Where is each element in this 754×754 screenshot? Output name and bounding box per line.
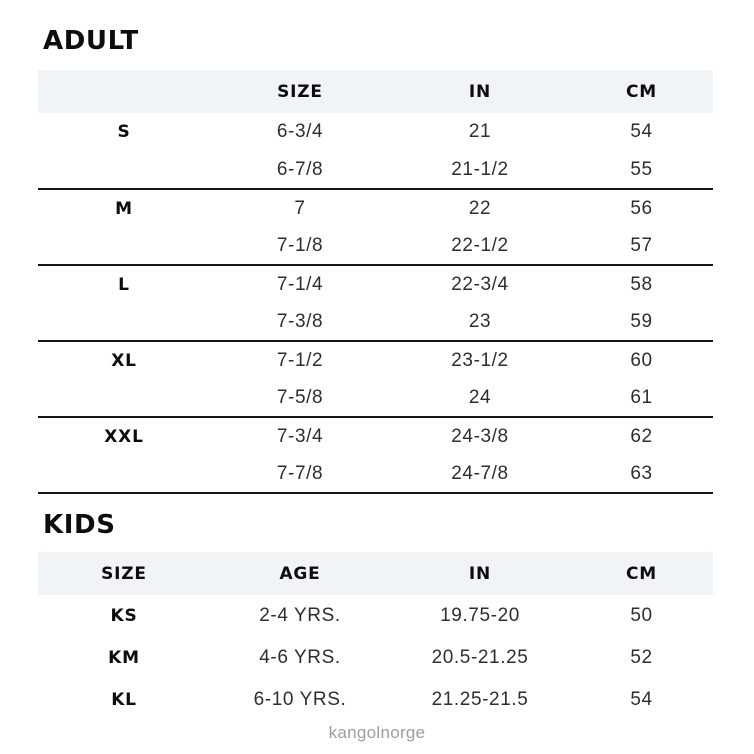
value-cell: 54 bbox=[630, 121, 653, 142]
value-cell: 22-1/2 bbox=[451, 234, 509, 256]
size-label-cell bbox=[38, 303, 210, 341]
value-cell: 22-3/4 bbox=[451, 273, 509, 295]
adult-size-group-xxl bbox=[38, 417, 713, 493]
adult-size-group-s bbox=[38, 113, 713, 189]
adult-header-cm: CM bbox=[626, 81, 657, 102]
table-row bbox=[38, 303, 713, 341]
adult-section-title: ADULT bbox=[43, 26, 139, 56]
value-cell: 4-6 YRS. bbox=[259, 647, 341, 668]
table-row bbox=[38, 227, 713, 265]
value-cell: 21-1/2 bbox=[451, 158, 509, 180]
size-label-cell bbox=[38, 455, 210, 493]
value-cell: 56 bbox=[630, 197, 653, 219]
adult-header-blank bbox=[38, 70, 210, 113]
table-row bbox=[38, 417, 713, 455]
kids-header-size: SIZE bbox=[101, 563, 147, 584]
table-row bbox=[38, 113, 713, 151]
value-cell: 20.5-21.25 bbox=[431, 647, 529, 668]
size-label-cell: M bbox=[115, 198, 133, 219]
value-cell: 23-1/2 bbox=[451, 349, 509, 371]
table-row bbox=[38, 595, 713, 637]
size-label-cell: L bbox=[118, 274, 130, 295]
adult-size-group-m bbox=[38, 189, 713, 265]
kids-header-age: AGE bbox=[279, 563, 321, 584]
kids-header-row bbox=[38, 552, 713, 595]
adult-header-size: SIZE bbox=[277, 81, 323, 102]
size-label-cell: XL bbox=[111, 350, 137, 371]
value-cell: 7 bbox=[294, 197, 306, 219]
value-cell: 21 bbox=[468, 121, 492, 142]
table-row bbox=[38, 341, 713, 379]
value-cell: 21.25-21.5 bbox=[431, 689, 529, 710]
value-cell: 6-10 YRS. bbox=[253, 689, 347, 710]
size-label-cell: KL bbox=[111, 690, 137, 710]
value-cell: 57 bbox=[630, 234, 653, 256]
value-cell: 6-7/8 bbox=[276, 158, 324, 180]
value-cell: 23 bbox=[468, 310, 492, 332]
value-cell: 7-7/8 bbox=[276, 462, 324, 484]
adult-header-in: IN bbox=[468, 81, 492, 102]
value-cell: 50 bbox=[630, 605, 653, 626]
size-label-cell bbox=[38, 379, 210, 417]
kids-table-body bbox=[38, 595, 713, 721]
value-cell: 22 bbox=[468, 197, 492, 219]
table-row bbox=[38, 679, 713, 721]
value-cell: 24 bbox=[468, 386, 492, 408]
value-cell: 7-1/4 bbox=[276, 273, 324, 295]
value-cell: 59 bbox=[630, 310, 653, 332]
kids-section-title: KIDS bbox=[43, 510, 116, 540]
value-cell: 61 bbox=[630, 386, 653, 408]
value-cell: 54 bbox=[630, 689, 653, 710]
size-label-cell: KS bbox=[110, 606, 138, 626]
value-cell: 24-3/8 bbox=[451, 425, 509, 447]
adult-size-group-l bbox=[38, 265, 713, 341]
kids-header-cm: CM bbox=[626, 563, 657, 584]
table-row bbox=[38, 189, 713, 227]
kids-header-in: IN bbox=[468, 563, 492, 584]
value-cell: 55 bbox=[630, 158, 653, 180]
adult-size-table bbox=[38, 70, 713, 494]
size-label-cell bbox=[38, 227, 210, 265]
adult-header-row bbox=[38, 70, 713, 113]
value-cell: 7-3/8 bbox=[276, 310, 324, 332]
table-row bbox=[38, 455, 713, 493]
size-label-cell: S bbox=[117, 122, 131, 142]
size-label-cell: XXL bbox=[104, 426, 144, 447]
size-label-cell bbox=[38, 151, 210, 189]
table-row bbox=[38, 637, 713, 679]
table-row bbox=[38, 379, 713, 417]
kids-size-table bbox=[38, 552, 713, 721]
table-row bbox=[38, 151, 713, 189]
value-cell: 63 bbox=[630, 462, 653, 484]
value-cell: 58 bbox=[630, 273, 653, 295]
value-cell: 19.75-20 bbox=[440, 605, 520, 626]
value-cell: 7-5/8 bbox=[276, 386, 324, 408]
value-cell: 62 bbox=[630, 425, 653, 447]
footer-watermark: kangolnorge bbox=[328, 723, 426, 742]
adult-size-group-xl bbox=[38, 341, 713, 417]
value-cell: 6-3/4 bbox=[276, 121, 324, 142]
value-cell: 7-1/2 bbox=[276, 349, 324, 371]
size-label-cell: KM bbox=[108, 648, 140, 668]
table-row bbox=[38, 265, 713, 303]
value-cell: 7-1/8 bbox=[276, 234, 324, 256]
value-cell: 7-3/4 bbox=[276, 425, 324, 447]
value-cell: 2-4 YRS. bbox=[259, 605, 341, 626]
value-cell: 24-7/8 bbox=[451, 462, 509, 484]
value-cell: 52 bbox=[630, 647, 653, 668]
value-cell: 60 bbox=[630, 349, 653, 371]
